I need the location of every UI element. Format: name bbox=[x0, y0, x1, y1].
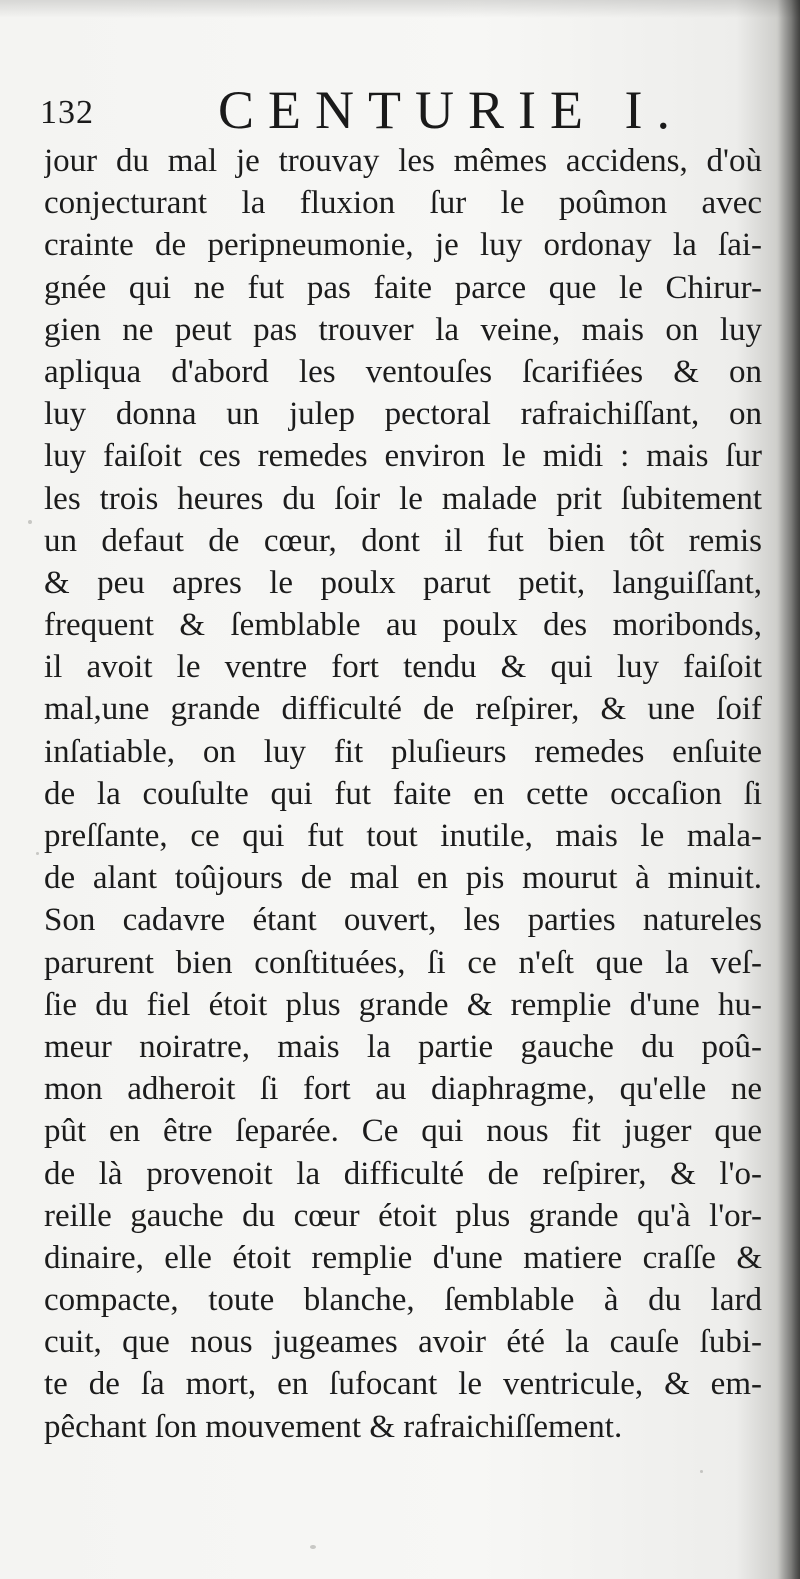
text-line: compacte, toute blanche, ſemblable à du lard bbox=[44, 1282, 762, 1319]
page-header bbox=[40, 80, 760, 140]
text-line: jour du mal je trouvay les mêmes accidens, d'où bbox=[44, 143, 762, 179]
text-line: gnée qui ne fut pas faite parce que le Chirur- bbox=[44, 269, 762, 306]
text-line: conjecturant la fluxion ſur le poûmon avec bbox=[44, 185, 762, 222]
text-line: de la couſulte qui fut faite en cette occaſion ſi bbox=[44, 775, 762, 812]
text-line: les trois heures du ſoir le malade prit ſubitement bbox=[44, 480, 762, 517]
text-line: te de ſa mort, en ſufocant le ventricule, & em- bbox=[44, 1366, 762, 1403]
text-line: pût en être ſeparée. Ce qui nous fit juger que bbox=[44, 1113, 762, 1150]
text-line: luy faiſoit ces remedes environ le midi : mais ſur bbox=[44, 438, 762, 475]
text-line: preſſante, ce qui fut tout inutile, mais le mala- bbox=[44, 818, 762, 854]
text-line: de alant toûjours de mal en pis mourut à minuit. bbox=[44, 860, 762, 897]
paper-speck bbox=[700, 1470, 703, 1473]
text-line: frequent & ſemblable au poulx des moribonds, bbox=[44, 607, 762, 644]
page-edge-shadow bbox=[778, 0, 800, 1579]
text-line: mal,une grande difficulté de reſpirer, & une ſoif bbox=[44, 691, 762, 728]
text-line: reille gauche du cœur étoit plus grande qu'à l'or- bbox=[44, 1197, 762, 1234]
text-line: il avoit le ventre fort tendu & qui luy faiſoit bbox=[44, 649, 762, 686]
text-line: apliqua d'abord les ventouſes ſcarifiées & on bbox=[44, 353, 762, 390]
body-text bbox=[44, 140, 762, 1448]
text-line: Son cadavre étant ouvert, les parties natureles bbox=[44, 902, 762, 939]
running-head: CENTURIE I. bbox=[218, 80, 684, 140]
page-number: 132 bbox=[40, 94, 94, 131]
text-line: mon adheroit ſi fort au diaphragme, qu'elle ne bbox=[44, 1071, 762, 1108]
paper-speck bbox=[310, 1545, 316, 1549]
text-line: de là provenoit la difficulté de reſpirer, & l'o- bbox=[44, 1155, 762, 1192]
paper-speck bbox=[28, 520, 32, 524]
paper-speck bbox=[36, 852, 39, 855]
text-line: luy donna un julep pectoral rafraichiſſant, on bbox=[44, 396, 762, 433]
text-line: pêchant ſon mouvement & rafraichiſſement. bbox=[44, 1408, 623, 1445]
page-top-shadow bbox=[0, 0, 800, 18]
text-line: cuit, que nous jugeames avoir été la cauſe ſubi- bbox=[44, 1324, 762, 1361]
text-line: un defaut de cœur, dont il fut bien tôt remis bbox=[44, 522, 762, 559]
text-line: meur noiratre, mais la partie gauche du poû- bbox=[44, 1028, 762, 1065]
text-line: ſie du fiel étoit plus grande & remplie d'une hu- bbox=[44, 986, 762, 1023]
text-line: gien ne peut pas trouver la veine, mais on luy bbox=[44, 311, 762, 348]
text-line: crainte de peripneumonie, je luy ordonay la ſai- bbox=[44, 227, 762, 264]
text-line: dinaire, elle étoit remplie d'une matiere craſſe & bbox=[44, 1239, 762, 1276]
text-line: inſatiable, on luy fit pluſieurs remedes enſuite bbox=[44, 733, 762, 770]
text-line: parurent bien conſtituées, ſi ce n'eſt que la veſ- bbox=[44, 944, 762, 981]
text-line: & peu apres le poulx parut petit, languiſſant, bbox=[44, 564, 762, 601]
